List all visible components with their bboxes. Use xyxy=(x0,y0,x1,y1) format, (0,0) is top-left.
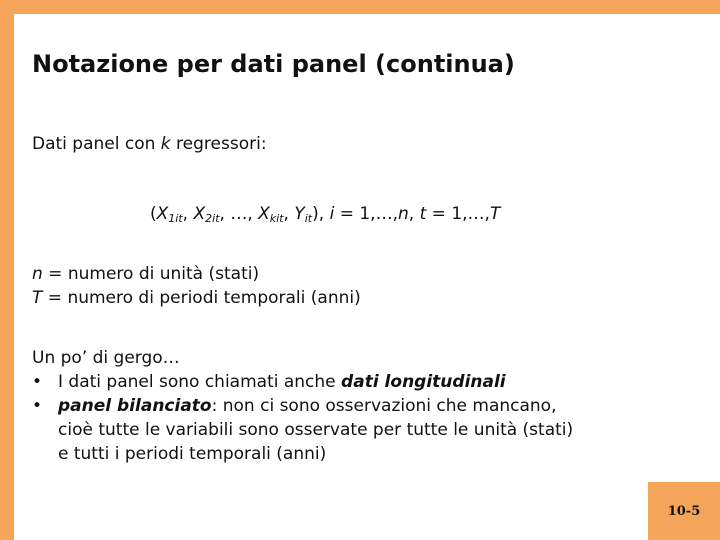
formula-n: n xyxy=(398,204,409,224)
formula-sep1: , xyxy=(182,204,194,224)
formula-subk: kit xyxy=(269,212,284,225)
bullet2-line2: cioè tutte le variabili sono osservate per tutte le unità (stati) xyxy=(58,420,574,440)
formula-i-range: = 1,…, xyxy=(334,204,398,224)
formula-sep4: , xyxy=(283,204,295,224)
definition-T-text: = numero di periodi temporali (anni) xyxy=(42,288,361,308)
bullet1-text: I dati panel sono chiamati anche xyxy=(58,372,342,392)
jargon-section xyxy=(32,346,573,466)
formula-suby: it xyxy=(304,212,313,225)
formula-x2: X xyxy=(193,204,206,224)
bullet-dot: • xyxy=(32,396,43,416)
formula-ellipsis: … xyxy=(230,204,248,224)
jargon-heading: Un po’ di gergo… xyxy=(32,348,180,368)
intro-line xyxy=(32,132,267,156)
formula-sep5: , xyxy=(408,204,420,224)
bullet-dot: • xyxy=(32,372,43,392)
formula-T: T xyxy=(489,204,501,224)
formula-t: t xyxy=(419,204,427,224)
page-number: 10-5 xyxy=(648,482,720,540)
formula-xk: X xyxy=(258,204,270,224)
bullet2-emph: panel bilanciato xyxy=(58,396,212,416)
formula-y: Y xyxy=(294,204,305,224)
formula-x1: X xyxy=(156,204,169,224)
bullet2-line3: e tutti i periodi temporali (anni) xyxy=(58,444,327,464)
bullet2-text: : non ci sono osservazioni che mancano, xyxy=(211,396,557,416)
intro-after: regressori: xyxy=(170,134,267,154)
bullet1-emph: dati longitudinali xyxy=(341,372,506,392)
definition-T-symbol: T xyxy=(32,288,43,308)
bullet-item-balanced xyxy=(32,394,573,418)
formula-i: i xyxy=(329,204,335,224)
slide-title: Notazione per dati panel (continua) xyxy=(32,50,515,78)
panel-formula xyxy=(150,202,500,226)
definitions xyxy=(32,262,361,310)
definition-n-text: = numero di unità (stati) xyxy=(42,264,260,284)
formula-t-range: = 1,…, xyxy=(426,204,490,224)
definition-T xyxy=(32,286,361,310)
formula-sep2: , xyxy=(219,204,231,224)
formula-open: ( xyxy=(150,204,157,224)
bullet-item-longitudinal xyxy=(32,370,573,394)
formula-sub1: 1it xyxy=(168,212,183,225)
formula-close: ), xyxy=(312,204,330,224)
intro-k: k xyxy=(160,134,171,154)
intro-before: Dati panel con xyxy=(32,134,161,154)
formula-sep3: , xyxy=(247,204,259,224)
definition-n-symbol: n xyxy=(32,264,43,284)
formula-sub2: 2it xyxy=(205,212,220,225)
definition-n xyxy=(32,262,361,286)
slide xyxy=(14,14,720,540)
